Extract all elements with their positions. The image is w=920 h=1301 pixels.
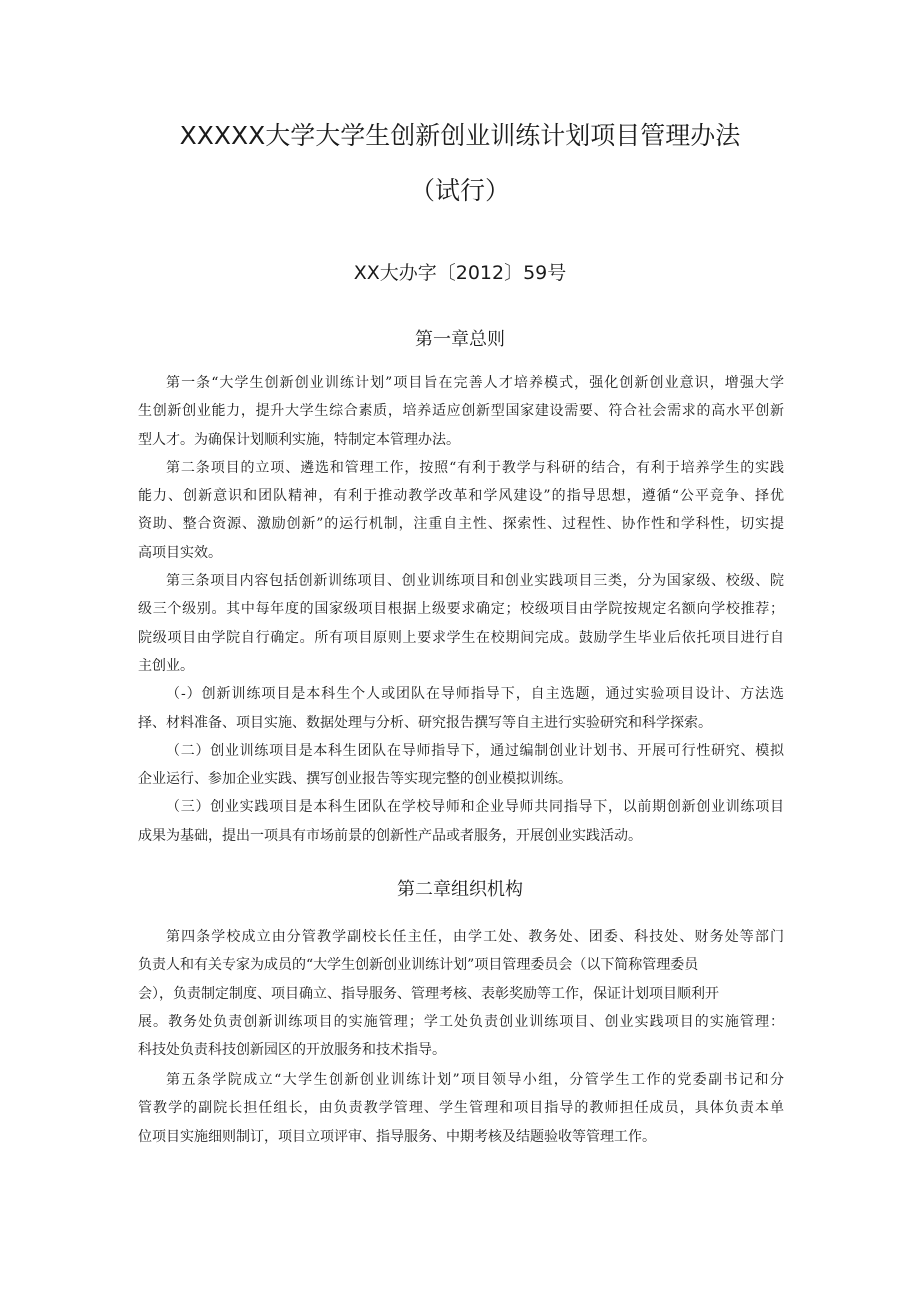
paragraph-line: 展。教务处负责创新训练项目的实施管理；学工处负责创业训练项目、创业实践项目的实施管理：	[138, 1013, 784, 1030]
paragraph-line: 高项目实效。	[138, 544, 222, 561]
chapter-1-body	[138, 369, 784, 850]
paragraph-line: 第一条“大学生创新创业训练计划”项目旨在完善人才培养模式，强化创新创业意识，增强大学	[166, 375, 784, 391]
paragraph-line: 资助、整合资源、激励创新”的运行机制，注重自主性、探索性、过程性、协作性和学科性，切实提	[138, 516, 784, 533]
document-subtitle: （试行）	[409, 176, 510, 205]
paragraph	[138, 680, 784, 737]
paragraph	[138, 454, 784, 567]
paragraph	[138, 737, 784, 794]
document-title: XXXXX大学大学生创新创业训练计划项目管理办法	[179, 121, 741, 150]
paragraph-line: 第五条学院成立“大学生创新创业训练计划”项目领导小组，分管学生工作的党委副书记和分	[166, 1071, 784, 1088]
paragraph	[138, 369, 784, 454]
paragraph-line: 级三个级别。其中每年度的国家级项目根据上级要求确定；校级项目由学院按规定名额向学校推荐；	[138, 601, 784, 618]
paragraph-line: 择、材料准备、项目实施、数据处理与分析、研究报告撰写等自主进行实验研究和科学探索。	[138, 714, 712, 731]
paragraph-line: 型人才。为确保计划顺利实施，特制定本管理办法。	[138, 431, 460, 448]
paragraph-line: （三）创业实践项目是本科生团队在学校导师和企业导师共同指导下，以前期创新创业训练项目	[166, 799, 784, 816]
paragraph-line: 成果为基础，提出一项具有市场前景的创新性产品或者服务，开展创业实践活动。	[138, 827, 642, 844]
paragraph-line: 科技处负责科技创新园区的开放服务和技术指导。	[138, 1042, 446, 1059]
paragraph-line: 会），负责制定制度、项目确立、指导服务、管理考核、表彰奖励等工作，保证计划项目顺利开	[138, 985, 719, 1002]
paragraph	[138, 793, 784, 850]
paragraph	[138, 923, 784, 1064]
paragraph-line: 第二条项目的立项、遴选和管理工作，按照“有利于教学与科研的结合，有利于培养学生的实践	[166, 459, 784, 476]
chapter-1-heading: 第一章总则	[415, 329, 505, 350]
paragraph	[138, 1066, 784, 1151]
paragraph-line: 能力、创新意识和团队精神，有利于推动教学改革和学风建设”的指导思想，遵循“公平竞争、择优	[138, 488, 784, 505]
chapter-2-heading: 第二章组织机构	[397, 879, 523, 900]
paragraph-line: 生创新创业能力，提升大学生综合素质，培养适应创新型国家建设需要、符合社会需求的高水平创新	[138, 403, 784, 420]
chapter-2-body	[138, 923, 784, 1151]
paragraph-line: 负责人和有关专家为成员的“大学生创新创业训练计划”项目管理委员会（以下简称管理委员	[138, 957, 699, 974]
paragraph-line: 主创业。	[138, 657, 194, 674]
paragraph-line: （二）创业训练项目是本科生团队在导师指导下，通过编制创业计划书、开展可行性研究、模拟	[166, 742, 784, 759]
paragraph-line: 企业运行、参加企业实践、撰写创业报告等实现完整的创业模拟训练。	[138, 771, 572, 788]
document-number: XX大办字〔2012〕59号	[353, 262, 567, 284]
paragraph-line: 院级项目由学院自行确定。所有项目原则上要求学生在校期间完成。鼓励学生毕业后依托项目进行自	[138, 629, 784, 646]
paragraph-line: 第四条学校成立由分管教学副校长任主任，由学工处、教务处、团委、科技处、财务处等部门	[166, 929, 784, 945]
paragraph	[138, 567, 784, 680]
paragraph-line: 第三条项目内容包括创新训练项目、创业训练项目和创业实践项目三类，分为国家级、校级、院	[166, 573, 784, 590]
paragraph-line: 位项目实施细则制订，项目立项评审、指导服务、中期考核及结题验收等管理工作。	[138, 1128, 656, 1145]
paragraph-line: （-）创新训练项目是本科生个人或团队在导师指导下，自主选题，通过实验项目设计、方法选	[166, 686, 784, 703]
paragraph-line: 管教学的副院长担任组长，由负责教学管理、学生管理和项目指导的教师担任成员，具体负责本单	[138, 1100, 784, 1117]
